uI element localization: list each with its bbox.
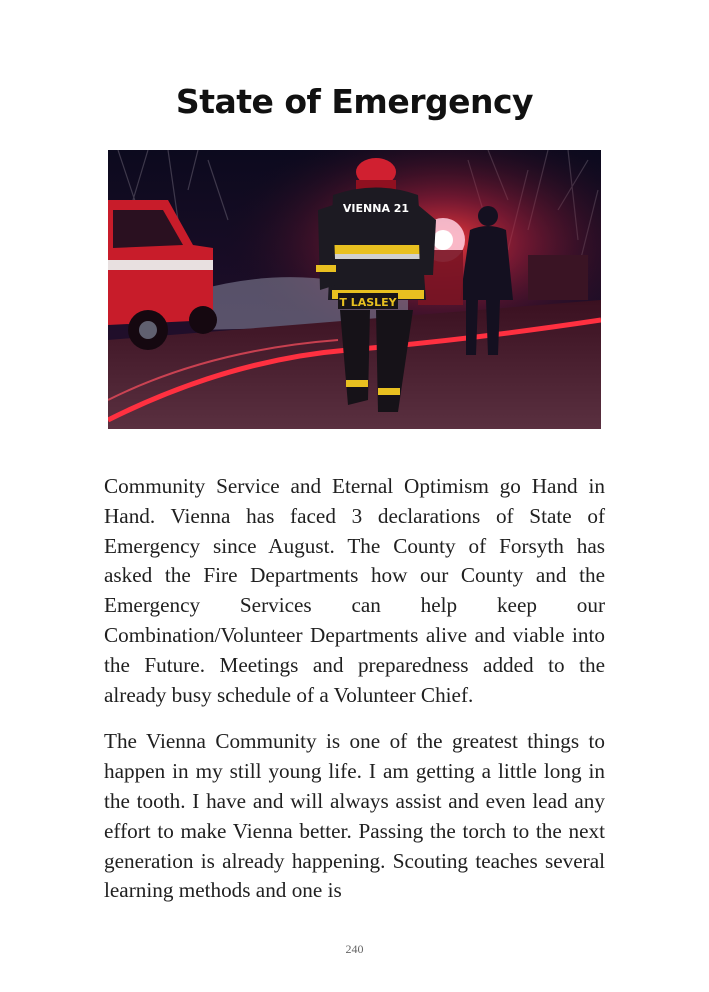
- nameplate-text: T LASLEY: [339, 296, 397, 309]
- body-text: [104, 472, 605, 923]
- paragraph-1: Community Service and Eternal Optimism go Hand in Hand. Vienna has faced 3 declarations of State of Emergency since August. The County of Forsyth has asked the Fire Departments how our County and the Emergency Services can help keep our Combination/Volunteer Departments alive and viable into the Future. Meetings and preparedness added to the already busy schedule of a Volunteer Chief.: [104, 474, 605, 707]
- fire-scene-photo: [108, 150, 601, 429]
- page-number: 240: [345, 942, 364, 956]
- paragraph-2: The Vienna Community is one of the greatest things to happen in my still young life. I am getting a little long in the tooth. I have and will always assist and even lead any effort to make Vienna better. Passing the torch to the next generation is already happening. Scouting teaches several learning methods and one is: [104, 729, 605, 903]
- helmet-text: VIENNA 21: [342, 202, 410, 215]
- page-title: State of Emergency: [175, 82, 534, 121]
